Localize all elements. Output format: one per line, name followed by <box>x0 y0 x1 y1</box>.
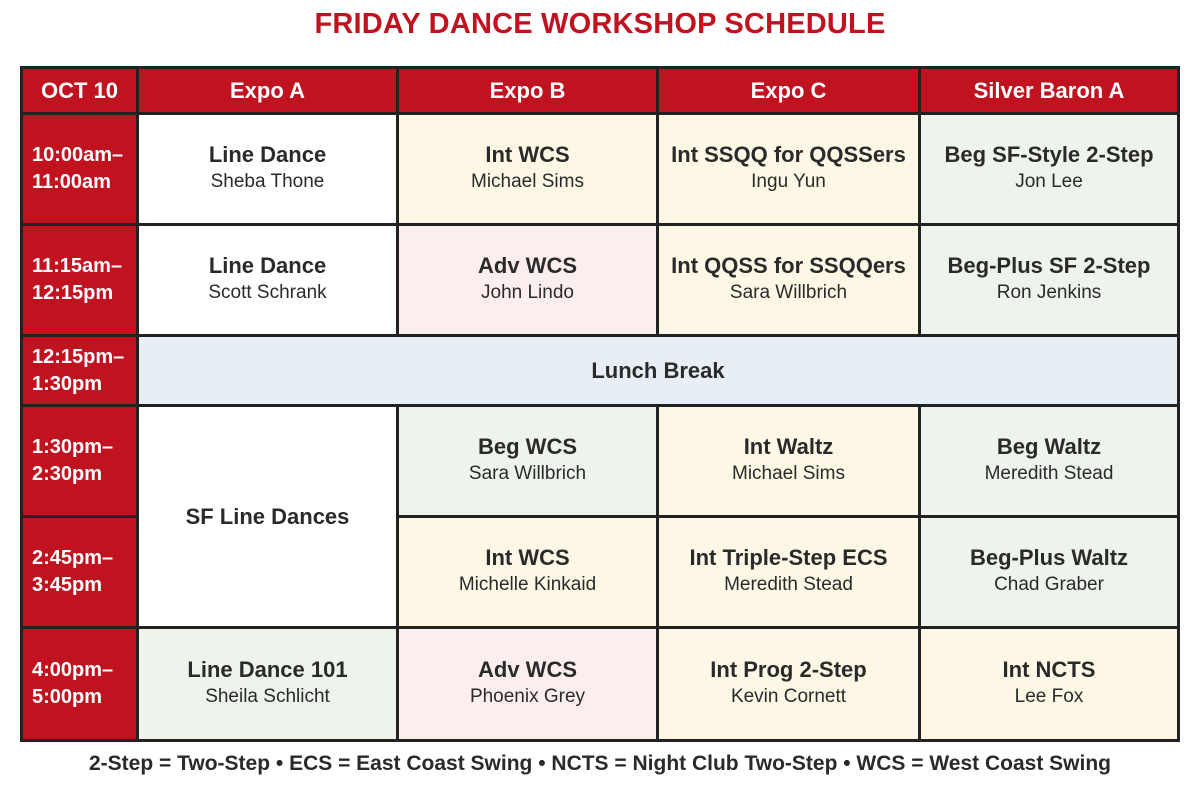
session-title: Int QQSS for SSQQers <box>671 253 906 278</box>
header-room-expo-b: Expo B <box>399 69 656 112</box>
session-instructor: Chad Graber <box>994 574 1104 595</box>
time-slot-4 <box>23 407 136 515</box>
session-cell <box>921 226 1177 334</box>
session-cell <box>399 115 656 223</box>
session-instructor: Jon Lee <box>1015 171 1083 192</box>
time-start: 11:15am– <box>32 255 123 277</box>
schedule-table <box>20 66 1180 742</box>
session-instructor: Scott Schrank <box>208 282 327 303</box>
session-title: Int Prog 2-Step <box>710 657 867 682</box>
session-title: Int WCS <box>485 545 570 570</box>
time-slot-2 <box>23 226 136 334</box>
session-instructor: Meredith Stead <box>984 463 1114 484</box>
time-start: 2:45pm– <box>32 547 114 569</box>
session-cell <box>399 629 656 739</box>
session-instructor: John Lindo <box>481 282 574 303</box>
session-cell <box>921 407 1177 515</box>
session-title: Beg SF-Style 2-Step <box>944 142 1154 167</box>
session-title: Int NCTS <box>1002 657 1096 682</box>
session-title: Beg-Plus SF 2-Step <box>947 253 1151 278</box>
time-start: 10:00am– <box>32 144 124 166</box>
session-instructor: Ron Jenkins <box>996 282 1102 303</box>
session-instructor: Kevin Cornett <box>730 686 847 707</box>
session-cell <box>399 518 656 626</box>
lunch-break-cell <box>139 337 1177 404</box>
session-instructor: Michael Sims <box>471 171 584 192</box>
header-room-expo-a: Expo A <box>139 69 396 112</box>
session-title: Line Dance 101 <box>187 657 348 682</box>
session-title: Beg WCS <box>478 434 577 459</box>
time-end: 1:30pm <box>32 372 103 395</box>
time-start: 12:15pm– <box>32 345 125 368</box>
session-cell <box>139 629 396 739</box>
time-start: 1:30pm– <box>32 436 114 458</box>
session-cell <box>659 518 918 626</box>
session-cell <box>659 629 918 739</box>
abbreviation-legend: 2-Step = Two-Step • ECS = East Coast Swing • NCTS = Night Club Two-Step • WCS = West Coast Swing <box>89 752 1111 775</box>
session-cell <box>659 115 918 223</box>
session-cell <box>921 115 1177 223</box>
session-instructor: Sheba Thone <box>210 171 325 192</box>
session-title: Int Waltz <box>743 434 834 459</box>
session-cell <box>399 407 656 515</box>
header-room-silver-baron-a: Silver Baron A <box>921 69 1177 112</box>
time-end: 12:15pm <box>32 282 114 304</box>
session-instructor: Sara Willbrich <box>729 282 848 303</box>
page-title: FRIDAY DANCE WORKSHOP SCHEDULE <box>314 8 886 40</box>
session-cell <box>139 226 396 334</box>
time-end: 3:45pm <box>32 574 103 596</box>
time-slot-1 <box>23 115 136 223</box>
session-cell <box>659 226 918 334</box>
time-slot-6 <box>23 629 136 739</box>
header-date: OCT 10 <box>23 69 136 112</box>
session-cell <box>659 407 918 515</box>
session-title: Beg-Plus Waltz <box>969 545 1129 570</box>
session-cell <box>921 518 1177 626</box>
session-title: Beg Waltz <box>996 434 1102 459</box>
session-title: Line Dance <box>208 142 327 167</box>
session-title: Int SSQQ for QQSSers <box>671 142 906 167</box>
sf-line-dances-cell <box>139 407 396 626</box>
session-title: Int Triple-Step ECS <box>689 545 888 570</box>
session-title: Adv WCS <box>478 657 577 682</box>
session-instructor: Sheila Schlicht <box>205 686 330 707</box>
session-instructor: Ingu Yun <box>751 171 826 192</box>
session-cell <box>399 226 656 334</box>
session-title: Int WCS <box>485 142 570 167</box>
session-instructor: Michelle Kinkaid <box>458 574 597 595</box>
session-instructor: Meredith Stead <box>724 574 853 595</box>
session-instructor: Phoenix Grey <box>469 686 586 707</box>
time-end: 2:30pm <box>32 463 103 485</box>
time-end: 11:00am <box>32 171 111 193</box>
header-room-expo-c: Expo C <box>659 69 918 112</box>
session-instructor: Michael Sims <box>732 463 845 484</box>
session-title: Adv WCS <box>478 253 577 278</box>
time-slot-3 <box>23 337 136 404</box>
session-instructor: Sara Willbrich <box>468 463 587 484</box>
time-slot-5 <box>23 518 136 626</box>
time-end: 5:00pm <box>32 686 103 708</box>
time-start: 4:00pm– <box>32 659 114 681</box>
session-cell <box>921 629 1177 739</box>
session-cell <box>139 115 396 223</box>
lunch-break-label: Lunch Break <box>591 357 725 383</box>
session-title: Line Dance <box>208 253 327 278</box>
session-title: SF Line Dances <box>185 503 350 529</box>
session-instructor: Lee Fox <box>1014 686 1084 707</box>
